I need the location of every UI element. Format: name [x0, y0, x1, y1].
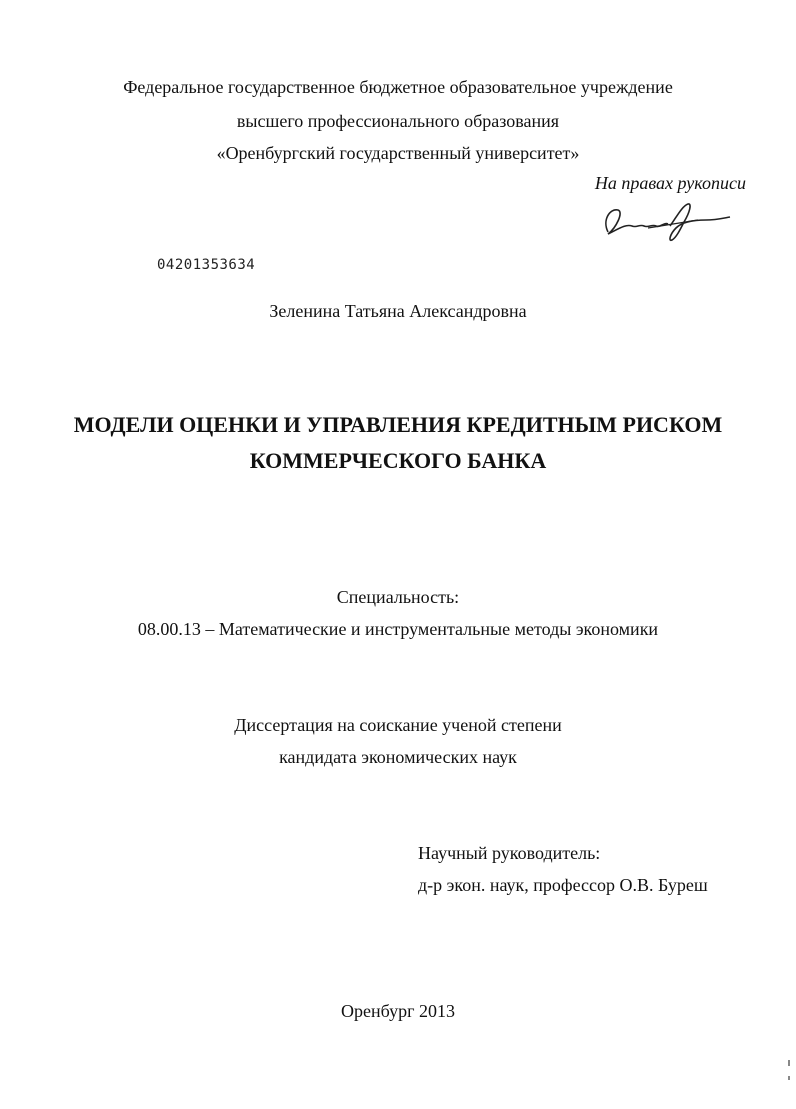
- dissertation-title-line-2: КОММЕРЧЕСКОГО БАНКА: [249, 448, 547, 473]
- supervisor-name: д-р экон. наук, профессор О.В. Буреш: [418, 875, 708, 895]
- degree-line-1: Диссертация на соискание ученой степени: [234, 715, 562, 735]
- archive-stamp-number: 04201353634: [157, 257, 256, 273]
- institution-line-2: высшего профессионального образования: [236, 111, 560, 131]
- specialty-label: Специальность:: [336, 587, 460, 607]
- city-year: Оренбург 2013: [341, 1001, 455, 1021]
- specialty-value: 08.00.13 – Математические и инструментальные методы экономики: [137, 619, 659, 639]
- rights-note: На правах рукописи: [594, 173, 746, 193]
- author-name: Зеленина Татьяна Александровна: [269, 301, 527, 321]
- signature-image: [596, 198, 736, 244]
- institution-line-3: «Оренбургский государственный университет»: [216, 143, 580, 163]
- dissertation-title-line-1: МОДЕЛИ ОЦЕНКИ И УПРАВЛЕНИЯ КРЕДИТНЫМ РИСКОМ: [73, 412, 723, 437]
- supervisor-label: Научный руководитель:: [418, 843, 601, 863]
- scan-edge-mark: [788, 1076, 790, 1080]
- institution-line-1: Федеральное государственное бюджетное образовательное учреждение: [123, 77, 673, 97]
- scan-edge-mark: [788, 1060, 790, 1066]
- degree-line-2: кандидата экономических наук: [279, 747, 517, 767]
